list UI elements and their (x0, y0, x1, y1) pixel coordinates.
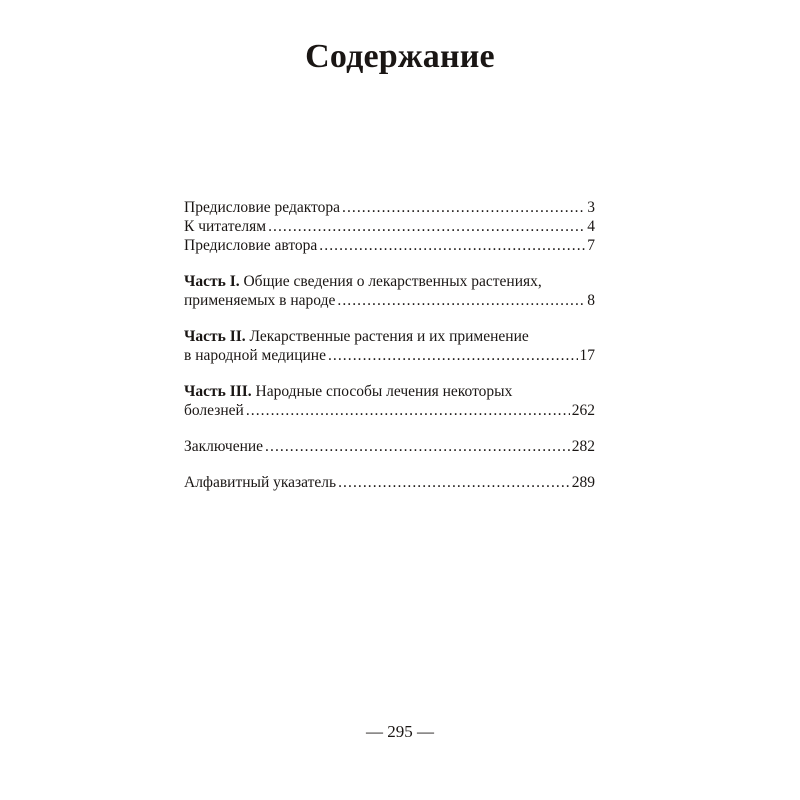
toc-page-number: 282 (571, 438, 595, 455)
toc-page-number: 262 (571, 402, 595, 419)
page-number-folio: — 295 — (366, 722, 434, 741)
toc-leader-dots (319, 236, 585, 255)
toc-leader-dots (246, 401, 570, 420)
toc-entry-line (184, 291, 595, 310)
toc-part-label: Часть I. (184, 273, 240, 290)
toc-entry-line (184, 327, 595, 346)
toc-entry-title: Предисловие автора (184, 237, 318, 254)
toc-leader-dots (342, 198, 585, 217)
toc-part-label: Часть III. (184, 383, 252, 400)
toc-leader-dots (328, 346, 578, 365)
toc-entry-line (184, 346, 595, 365)
toc-entry-to-readers[interactable] (184, 217, 595, 236)
toc-page-number: 8 (587, 292, 595, 309)
toc-entry-conclusion[interactable] (184, 437, 595, 456)
toc-entry-title: К читателям (184, 218, 267, 235)
toc-entry-title: Алфавитный указатель (184, 474, 337, 491)
toc-entry-part-2[interactable] (184, 327, 595, 365)
toc-entry-part-1[interactable] (184, 272, 595, 310)
toc-page-number: 7 (587, 237, 595, 254)
table-of-contents (184, 198, 595, 492)
toc-entry-editor-preface[interactable] (184, 198, 595, 217)
toc-entry-author-preface[interactable] (184, 236, 595, 255)
toc-part-label: Часть II. (184, 328, 246, 345)
toc-entry-line (184, 272, 595, 291)
toc-entry-line (184, 382, 595, 401)
toc-leader-dots (337, 291, 585, 310)
toc-page-number: 17 (579, 347, 595, 364)
toc-entry-alphabetical-index[interactable] (184, 473, 595, 492)
page-title: Содержание (305, 38, 495, 75)
toc-entry-title: Лекарственные растения и их применение (249, 328, 529, 345)
toc-group-front-matter (184, 198, 595, 255)
toc-entry-title-continued: в народной медицине (184, 347, 326, 364)
toc-entry-line (184, 401, 595, 420)
toc-entry-part-3[interactable] (184, 382, 595, 420)
toc-entry-title-continued: применяемых в народе (184, 292, 336, 309)
toc-entry-title-continued: болезней (184, 402, 244, 419)
toc-page-number: 289 (571, 474, 595, 491)
toc-entry-title: Общие сведения о лекарственных растениях, (243, 273, 542, 290)
toc-entry-title: Заключение (184, 438, 264, 455)
toc-page-number: 3 (587, 199, 595, 216)
toc-entry-line (184, 473, 595, 492)
toc-leader-dots (338, 473, 570, 492)
toc-leader-dots (268, 217, 585, 236)
toc-entry-title: Народные способы лечения некоторых (255, 383, 513, 400)
toc-entry-line (184, 437, 595, 456)
toc-entry-title: Предисловие редактора (184, 199, 340, 216)
toc-page-number: 4 (587, 218, 595, 235)
toc-leader-dots (265, 437, 570, 456)
